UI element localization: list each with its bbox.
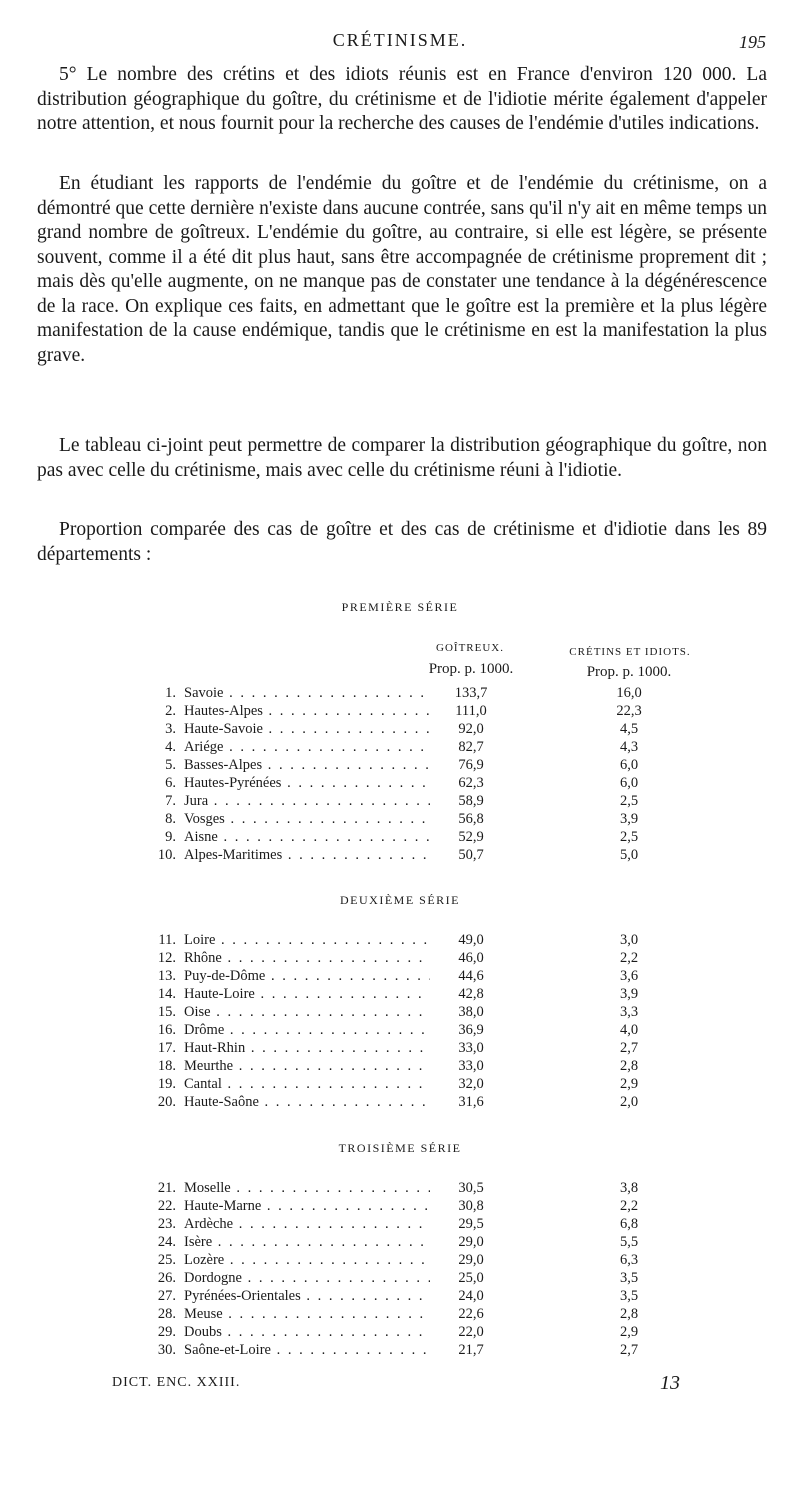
cretins-value: 2,8 (619, 1306, 639, 1322)
table-row (0, 1305, 800, 1323)
goitre-value: 32,0 (458, 1076, 484, 1092)
table-row (0, 828, 800, 846)
row-number: 2. (165, 703, 176, 719)
table-row (0, 1197, 800, 1215)
goitre-value: 92,0 (458, 721, 484, 737)
department-name: Ardèche . . . (184, 1215, 430, 1233)
row-number: 19. (157, 1076, 176, 1092)
table-row (0, 1215, 800, 1233)
department-name: Dordogne . . . (184, 1269, 430, 1287)
row-number: 27. (157, 1288, 176, 1304)
department-name: Aisne . . . (184, 828, 430, 846)
paragraph-4: Proportion comparée des cas de goître et des cas de crétinisme et d'idiotie dans les 89 départements : (37, 519, 767, 565)
footer-sheet-number: 13 (660, 1372, 680, 1394)
cretins-value: 4,0 (619, 1022, 639, 1038)
row-number: 10. (157, 847, 176, 863)
table-row (0, 1269, 800, 1287)
series-title-2: DEUXIÈME SÉRIE (340, 893, 460, 907)
cretins-value: 3,0 (619, 932, 639, 948)
department-name: Jura . . . (184, 792, 430, 810)
table-row (0, 949, 800, 967)
goitre-value: 21,7 (458, 1342, 484, 1358)
cretins-value: 2,2 (619, 950, 639, 966)
row-number: 18. (157, 1058, 176, 1074)
cretins-value: 3,9 (619, 811, 639, 827)
department-name: Alpes-Maritimes . . . (184, 846, 430, 864)
department-name: Isère . . . (184, 1233, 430, 1251)
row-number: 17. (157, 1040, 176, 1056)
cretins-value: 3,5 (619, 1288, 639, 1304)
table-row (0, 720, 800, 738)
cretins-value: 3,6 (619, 968, 639, 984)
table-row (0, 810, 800, 828)
cretins-value: 2,0 (619, 1094, 639, 1110)
cretins-value: 22,3 (616, 703, 642, 719)
cretins-value: 5,5 (619, 1234, 639, 1250)
row-number: 12. (157, 950, 176, 966)
department-name: Haute-Saône . . . (184, 1093, 430, 1111)
row-number: 25. (157, 1252, 176, 1268)
goitre-value: 29,0 (458, 1252, 484, 1268)
footer-signature: DICT. ENC. XXIII. (112, 1375, 241, 1390)
row-number: 7. (165, 793, 176, 809)
goitre-value: 30,8 (458, 1198, 484, 1214)
column-subheader-goitreux: Prop. p. 1000. (428, 661, 514, 677)
row-number: 22. (157, 1198, 176, 1214)
series-title-1: PREMIÈRE SÉRIE (341, 600, 459, 614)
row-number: 6. (165, 775, 176, 791)
row-number: 13. (157, 968, 176, 984)
table-row (0, 1039, 800, 1057)
cretins-value: 16,0 (616, 685, 642, 701)
cretins-value: 2,9 (619, 1324, 639, 1340)
paragraph-1: 5° Le nombre des crétins et des idiots réunis est en France d'environ 120 000. La distribution géographique du goître, du crétinisme et de l'idiotie mérite également d'appeler notre attention, et nous fournit pour la recherche des causes de l'endémie d'utiles indications. (37, 64, 767, 134)
column-header-cretins: CRÉTINS ET IDIOTS. (569, 646, 691, 658)
department-name: Haute-Marne . . . (184, 1197, 430, 1215)
table-row (0, 738, 800, 756)
goitre-value: 22,0 (458, 1324, 484, 1340)
table-row (0, 1323, 800, 1341)
department-name: Drôme . . . (184, 1021, 430, 1039)
row-number: 26. (157, 1270, 176, 1286)
row-number: 1. (165, 685, 176, 701)
row-number: 30. (157, 1342, 176, 1358)
row-number: 3. (165, 721, 176, 737)
running-title: CRÉTINISME. (332, 30, 468, 50)
goitre-value: 31,6 (458, 1094, 484, 1110)
department-name: Vosges . . . (184, 810, 430, 828)
cretins-value: 2,8 (619, 1058, 639, 1074)
cretins-value: 6,8 (619, 1216, 639, 1232)
table-row (0, 1251, 800, 1269)
goitre-value: 52,9 (458, 829, 484, 845)
department-name: Pyrénées-Orientales . . . (184, 1287, 430, 1305)
goitre-value: 111,0 (455, 703, 487, 719)
table-row (0, 774, 800, 792)
department-name: Haute-Savoie . . . (184, 720, 430, 738)
table-row (0, 684, 800, 702)
table-row (0, 1093, 800, 1111)
goitre-value: 42,8 (458, 986, 484, 1002)
row-number: 4. (165, 739, 176, 755)
table-row (0, 1057, 800, 1075)
goitre-value: 76,9 (458, 757, 484, 773)
column-subheader-cretins: Prop. p. 1000. (586, 664, 672, 680)
row-number: 20. (157, 1094, 176, 1110)
department-name: Rhône . . . (184, 949, 430, 967)
paragraph-3: Le tableau ci-joint peut permettre de comparer la distribution géographique du goître, non pas avec celle du crétinisme, mais avec celle du crétinisme réuni à l'idiotie. (37, 435, 767, 481)
table-row (0, 702, 800, 720)
goitre-value: 24,0 (458, 1288, 484, 1304)
department-name: Haut-Rhin . . . (184, 1039, 430, 1057)
department-name: Haute-Loire . . . (184, 985, 430, 1003)
department-name: Lozère . . . (184, 1251, 430, 1269)
table-row (0, 1021, 800, 1039)
goitre-value: 30,5 (458, 1180, 484, 1196)
row-number: 15. (157, 1004, 176, 1020)
cretins-value: 5,0 (619, 847, 639, 863)
goitre-value: 133,7 (454, 685, 488, 701)
table-row (0, 1003, 800, 1021)
cretins-value: 4,5 (619, 721, 639, 737)
table-row (0, 1341, 800, 1359)
department-name: Doubs . . . (184, 1323, 430, 1341)
table-row (0, 1179, 800, 1197)
goitre-value: 62,3 (458, 775, 484, 791)
department-name: Hautes-Pyrénées . . . (184, 774, 430, 792)
table-row (0, 756, 800, 774)
row-number: 23. (157, 1216, 176, 1232)
goitre-value: 49,0 (458, 932, 484, 948)
department-name: Puy-de-Dôme . . . (184, 967, 430, 985)
column-header-goitreux: GOÎTREUX. (436, 642, 504, 654)
row-number: 29. (157, 1324, 176, 1340)
row-number: 5. (165, 757, 176, 773)
cretins-value: 6,0 (619, 757, 639, 773)
table-row (0, 1075, 800, 1093)
goitre-value: 36,9 (458, 1022, 484, 1038)
row-number: 16. (157, 1022, 176, 1038)
row-number: 14. (157, 986, 176, 1002)
cretins-value: 3,8 (619, 1180, 639, 1196)
goitre-value: 29,0 (458, 1234, 484, 1250)
goitre-value: 25,0 (458, 1270, 484, 1286)
row-number: 28. (157, 1306, 176, 1322)
goitre-value: 38,0 (458, 1004, 484, 1020)
table-row (0, 931, 800, 949)
paragraph-2: En étudiant les rapports de l'endémie du goître et de l'endémie du crétinisme, on a démontré que cette dernière n'existe dans aucune contrée, sans qu'il n'y ait en même temps un grand nombre de goîtreux. L'endémie du goître, au contraire, si elle est légère, se présente souvent, comme il a été dit plus haut, sans être accompagnée de crétinisme proprement dit ; mais dès qu'elle augmente, on ne manque pas de constater une tendance à la dégénérescence de la race. On explique ces faits, en admettant que le goître est la première et la plus légère manifestation de la cause endémique, tandis que le crétinisme en est la manifestation la plus grave. (37, 173, 767, 366)
cretins-value: 2,2 (619, 1198, 639, 1214)
goitre-value: 46,0 (458, 950, 484, 966)
page-number: 195 (739, 32, 766, 52)
row-number: 11. (158, 932, 176, 948)
cretins-value: 2,9 (619, 1076, 639, 1092)
cretins-value: 6,0 (619, 775, 639, 791)
table-row (0, 792, 800, 810)
cretins-value: 4,3 (619, 739, 639, 755)
goitre-value: 50,7 (458, 847, 484, 863)
cretins-value: 2,5 (619, 829, 639, 845)
department-name: Loire . . . (184, 931, 430, 949)
goitre-value: 29,5 (458, 1216, 484, 1232)
department-name: Oise . . . (184, 1003, 430, 1021)
goitre-value: 58,9 (458, 793, 484, 809)
table-row (0, 985, 800, 1003)
department-name: Cantal . . . (184, 1075, 430, 1093)
department-name: Saône-et-Loire . . . (184, 1341, 430, 1359)
department-name: Meurthe . . . (184, 1057, 430, 1075)
table-row (0, 967, 800, 985)
department-name: Meuse . . . (184, 1305, 430, 1323)
row-number: 9. (165, 829, 176, 845)
series-title-3: TROISIÈME SÉRIE (338, 1141, 462, 1155)
row-number: 24. (157, 1234, 176, 1250)
department-name: Savoie . . . (184, 684, 430, 702)
department-name: Moselle . . . (184, 1179, 430, 1197)
row-number: 8. (165, 811, 176, 827)
cretins-value: 6,3 (619, 1252, 639, 1268)
goitre-value: 82,7 (458, 739, 484, 755)
cretins-value: 3,9 (619, 986, 639, 1002)
cretins-value: 2,7 (619, 1040, 639, 1056)
goitre-value: 22,6 (458, 1306, 484, 1322)
goitre-value: 56,8 (458, 811, 484, 827)
department-name: Basses-Alpes . . . (184, 756, 430, 774)
table-row (0, 1287, 800, 1305)
row-number: 21. (157, 1180, 176, 1196)
cretins-value: 2,5 (619, 793, 639, 809)
goitre-value: 33,0 (458, 1040, 484, 1056)
goitre-value: 33,0 (458, 1058, 484, 1074)
goitre-value: 44,6 (458, 968, 484, 984)
table-row (0, 1233, 800, 1251)
department-name: Ariége . . . (184, 738, 430, 756)
cretins-value: 3,5 (619, 1270, 639, 1286)
cretins-value: 2,7 (619, 1342, 639, 1358)
department-name: Hautes-Alpes . . . (184, 702, 430, 720)
table-row (0, 846, 800, 864)
cretins-value: 3,3 (619, 1004, 639, 1020)
